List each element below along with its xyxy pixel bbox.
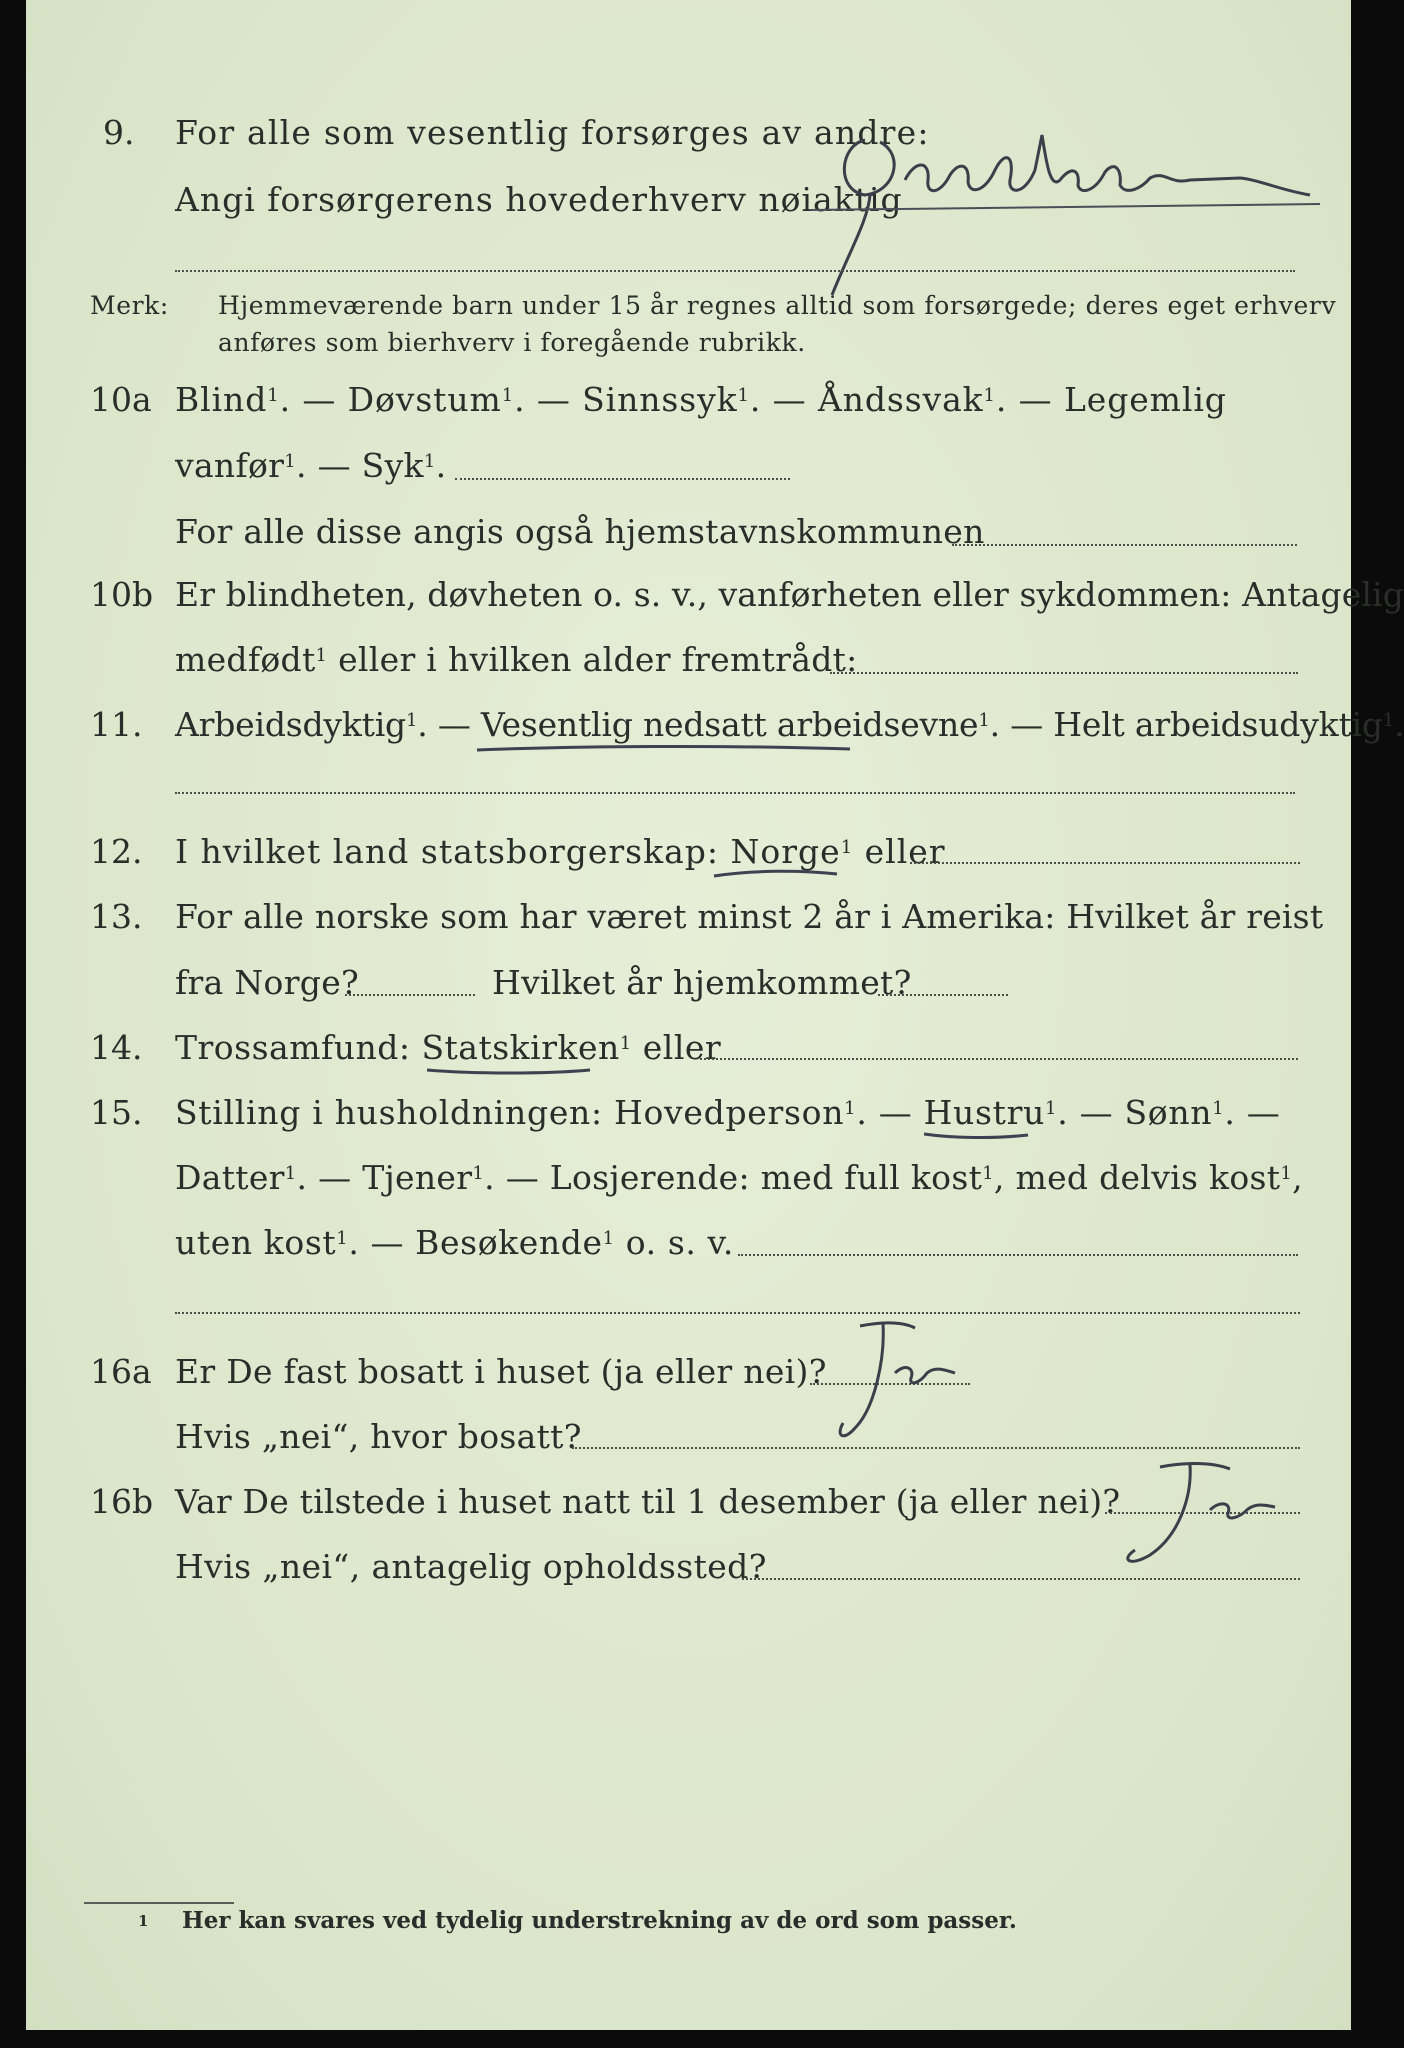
q10a-line1: Blind$^1$. — Døvstum$^1$. — Sinnssyk$^1$. — Åndssvak$^1$. — Legemlig: [175, 380, 1227, 419]
q12-underline-mark: [712, 866, 842, 884]
q13-year-left-line: [345, 994, 475, 996]
q16b-line2: Hvis „nei“, antagelig opholdssted?: [175, 1547, 767, 1586]
q15-line3: uten kost$^1$. — Besøkende$^1$ o. s. v.: [175, 1223, 734, 1262]
q13-line1: For alle norske som har været minst 2 år i Amerika: Hvilket år reist: [175, 897, 1324, 936]
q16a-number: 16a: [90, 1352, 152, 1391]
q16b-whereabouts-line: [742, 1578, 1300, 1580]
q9-question-line1: For alle som vesentlig forsørges av andre:: [175, 113, 930, 152]
q15-number: 15.: [90, 1093, 143, 1132]
note-label: Merk:: [90, 291, 169, 320]
footnote-text: Her kan svares ved tydelig understrekning av de ord som passer.: [182, 1907, 1017, 1934]
q9-answer-line-2: [175, 270, 1295, 272]
q10b-answer-line: [830, 672, 1298, 674]
note-line2: anføres som bierhverv i foregående rubrikk.: [218, 328, 806, 357]
q13-line2-right: Hvilket år hjemkommet?: [492, 963, 912, 1002]
footnote-mark: 1: [138, 1912, 149, 1930]
q10a-line3: For alle disse angis også hjemstavnskommunen: [175, 512, 985, 551]
q16a-line1: Er De fast bosatt i huset (ja eller nei)?: [175, 1352, 827, 1391]
q14-line: Trossamfund: Statskirken$^1$ eller: [175, 1028, 722, 1067]
q12-line: I hvilket land statsborgerskap: Norge$^1$ eller: [175, 832, 946, 871]
q14-answer-line: [700, 1058, 1298, 1060]
q10a-answer-line: [455, 478, 790, 480]
footnote-rule: [84, 1902, 234, 1904]
q12-answer-line: [910, 862, 1300, 864]
q10a-line2: vanfør$^1$. — Syk$^1$.: [175, 446, 447, 485]
q10b-line1: Er blindheten, døvheten o. s. v., vanførheten eller sykdommen: Antagelig: [175, 575, 1404, 614]
q10a-number: 10a: [90, 380, 152, 419]
q11-number: 11.: [90, 705, 143, 744]
q13-number: 13.: [90, 897, 143, 936]
q15-underline-mark: [922, 1128, 1032, 1146]
note-line1: Hjemmeværende barn under 15 år regnes alltid som forsørgede; deres eget erhverv: [218, 291, 1337, 320]
q9-question-line2: Angi forsørgerens hovederhverv nøiaktig: [175, 180, 903, 219]
q15-extra-line: [175, 1312, 1300, 1314]
q16b-number: 16b: [90, 1482, 154, 1521]
q9-number: 9.: [103, 113, 135, 152]
q15-line2: Datter$^1$. — Tjener$^1$. — Losjerende: med full kost$^1$, med delvis kost$^1$,: [175, 1158, 1303, 1197]
q13-line2-left: fra Norge?: [175, 963, 360, 1002]
q16a-handwritten-answer: [815, 1318, 965, 1453]
q10b-number: 10b: [90, 575, 154, 614]
q16b-line1: Var De tilstede i huset natt til 1 desember (ja eller nei)?: [175, 1482, 1121, 1521]
q14-underline-mark: [425, 1062, 595, 1080]
q14-number: 14.: [90, 1028, 143, 1067]
q15-line1: Stilling i husholdningen: Hovedperson$^1$. — Hustru$^1$. — Sønn$^1$. —: [175, 1093, 1281, 1132]
q11-answer-line: [175, 792, 1295, 794]
q11-line: Arbeidsdyktig$^1$. — Vesentlig nedsatt arbeidsevne$^1$. — Helt arbeidsudyktig$^1$.: [175, 705, 1404, 744]
q16a-line2: Hvis „nei“, hvor bosatt?: [175, 1417, 582, 1456]
q12-number: 12.: [90, 832, 143, 871]
q16a-residence-line: [572, 1447, 1300, 1449]
q13-year-returned-line: [878, 994, 1008, 996]
q15-answer-line: [738, 1254, 1298, 1256]
q11-underline-mark: [475, 740, 855, 760]
q10a-hometown-line: [952, 544, 1297, 546]
q10b-line2: medfødt$^1$ eller i hvilken alder fremtrådt:: [175, 640, 858, 679]
q16b-handwritten-answer: [1090, 1455, 1280, 1575]
